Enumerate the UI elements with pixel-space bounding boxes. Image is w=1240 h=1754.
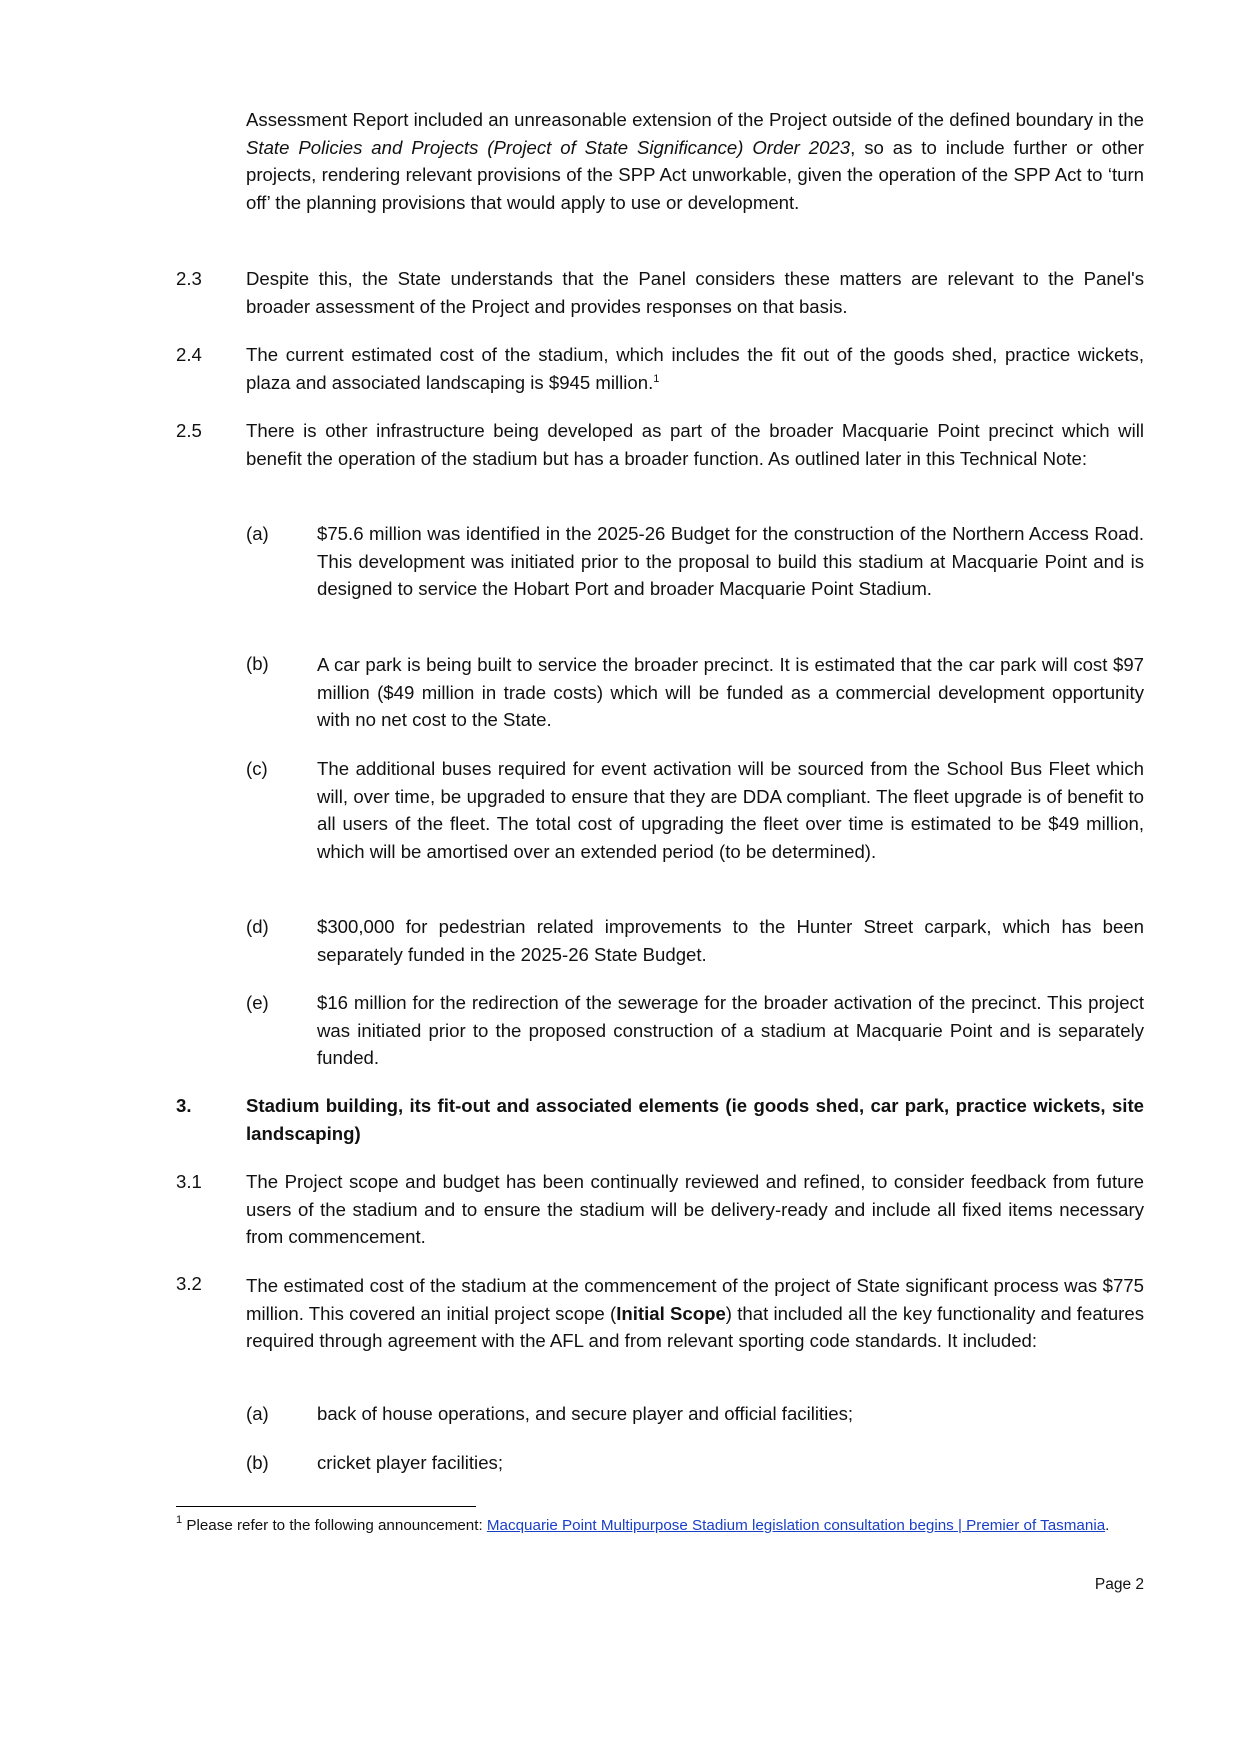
intro-text-a: Assessment Report included an unreasonable extension of the Project outside of the defined boundary in the — [246, 109, 1144, 130]
list-item: $75.6 million was identified in the 2025-26 Budget for the construction of the Northern Access Road. This development was initiated prior to the proposal to build this stadium at Macquarie Point and is designed to service the Hobart Port and broader Macquarie Point Stadium. — [317, 523, 1144, 599]
intro-paragraph — [246, 106, 1144, 216]
item-label: (c) — [246, 758, 268, 779]
item-label: (a) — [246, 1403, 269, 1424]
para-2-4 — [246, 341, 1144, 396]
footnote-divider — [176, 1506, 476, 1507]
list-item: back of house operations, and secure player and official facilities; — [317, 1403, 854, 1424]
item-label: (b) — [246, 1452, 269, 1473]
footnote-ref[interactable]: 1 — [653, 372, 660, 385]
footnote — [176, 1516, 1144, 1535]
footnote-text: Please refer to the following announcement: — [182, 1517, 487, 1534]
announcement-link[interactable]: Macquarie Point Multipurpose Stadium legislation consultation begins | Premier of Tasmania — [486, 1517, 1106, 1534]
para-number-2-4: 2.4 — [176, 344, 202, 365]
para-3-1: The Project scope and budget has been continually reviewed and refined, to consider feedback from future users of the stadium and to ensure the stadium will be delivery-ready and include all fixed items necessary from commencement. — [246, 1171, 1144, 1247]
section-number: 3. — [176, 1095, 192, 1116]
intro-text-c: , so as to include further or other projects, rendering relevant provisions of the SPP Act unworkable, given the operation of the SPP Act to ‘turn off’ the planning provisions that would apply to use or development. — [246, 136, 1144, 213]
page-number: Page 2 — [1094, 1576, 1144, 1593]
defined-term: Initial Scope — [616, 1302, 726, 1324]
item-label: (b) — [246, 653, 269, 674]
para-number-2-3: 2.3 — [176, 268, 202, 289]
footnote-end: . — [1105, 1517, 1110, 1534]
list-item: A car park is being built to service the broader precinct. It is estimated that the car park will cost $97 million ($49 million in trade costs) which will be funded as a commercial development opportunity with no net cost to the State. — [317, 654, 1144, 730]
footnote-marker: 1 — [176, 1514, 183, 1526]
item-label: (d) — [246, 916, 269, 937]
para-number-2-5: 2.5 — [176, 420, 202, 441]
list-item: cricket player facilities; — [317, 1452, 503, 1473]
para-2-5: There is other infrastructure being developed as part of the broader Macquarie Point precinct which will benefit the operation of the stadium but has a broader function. As outlined later in this Technical Note: — [246, 420, 1144, 469]
para-3-2-text-a: The estimated cost of the stadium at the commencement of the project of State significant process was $775 million. This covered an initial project scope ( — [246, 1275, 1144, 1324]
para-3-2-text-c: ) that included all the key functionality and features required through agreement with the AFL and from relevant sporting code standards. It included: — [246, 1302, 1144, 1351]
para-2-3: Despite this, the State understands that the Panel considers these matters are relevant to the Panel's broader assessment of the Project and provides responses on that basis. — [246, 268, 1144, 317]
section-heading: Stadium building, its fit-out and associated elements (ie goods shed, car park, practice wickets, site landscaping) — [246, 1095, 1144, 1144]
list-item: $16 million for the redirection of the sewerage for the broader activation of the precinct. This project was initiated prior to the proposed construction of a stadium at Macquarie Point and is separately funded. — [317, 992, 1144, 1068]
para-number-3-1: 3.1 — [176, 1171, 202, 1192]
list-item: The additional buses required for event activation will be sourced from the School Bus Fleet which will, over time, be upgraded to ensure that they are DDA compliant. The fleet upgrade is of benefit to all users of the fleet. The total cost of upgrading the fleet over time is estimated to be $49 million, which will be amortised over an extended period (to be determined). — [317, 758, 1144, 862]
para-3-2 — [246, 1272, 1144, 1355]
order-title: State Policies and Projects (Project of State Significance) Order 2023 — [246, 136, 851, 158]
item-label: (a) — [246, 523, 269, 544]
para-number-3-2: 3.2 — [176, 1273, 202, 1294]
para-2-4-text: The current estimated cost of the stadium, which includes the fit out of the goods shed, practice wickets, plaza and associated landscaping is $945 million. — [246, 344, 1144, 393]
list-item: $300,000 for pedestrian related improvements to the Hunter Street carpark, which has been separately funded in the 2025-26 State Budget. — [317, 916, 1144, 965]
item-label: (e) — [246, 992, 269, 1013]
